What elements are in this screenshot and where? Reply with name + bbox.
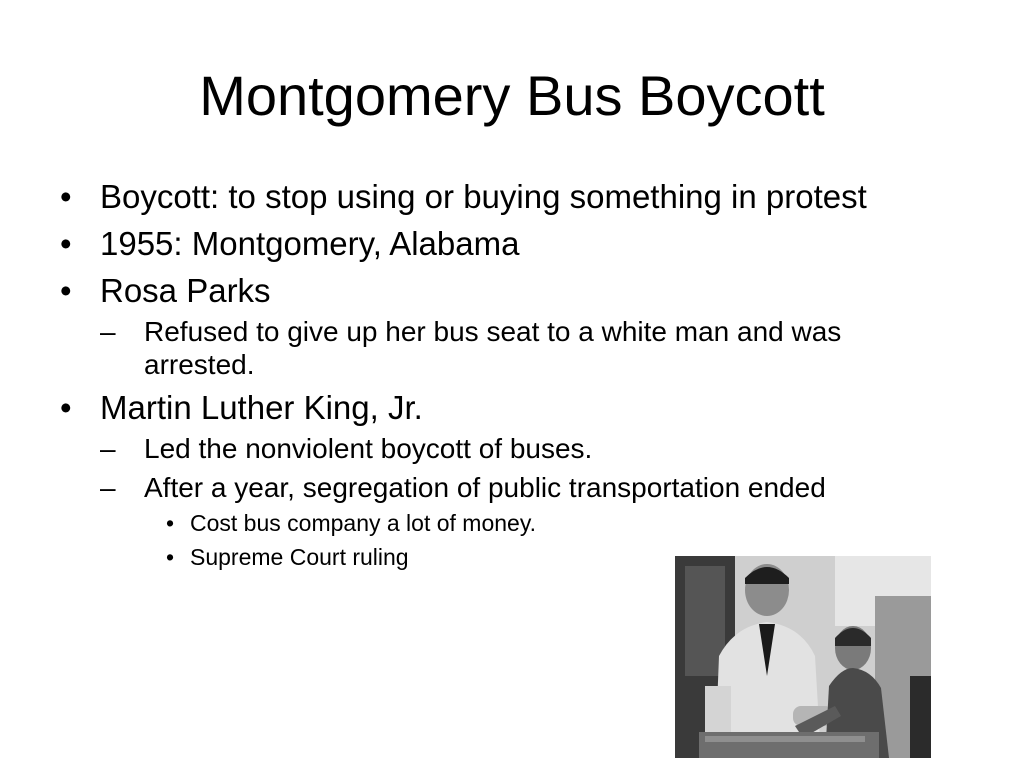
dash-icon: – <box>100 316 116 347</box>
bullet-item <box>56 225 936 262</box>
sub-bullet-text: Led the nonviolent boycott of buses. <box>144 433 593 464</box>
bullet-icon: • <box>166 510 175 536</box>
bullet-icon: • <box>166 544 175 570</box>
sub-bullet-item <box>100 432 936 465</box>
bullet-icon: • <box>60 178 72 215</box>
sub-sub-bullet-item <box>164 510 936 537</box>
bullet-item <box>56 272 936 309</box>
bullet-icon: • <box>60 272 72 309</box>
sub-sub-bullet-text: Supreme Court ruling <box>190 544 409 570</box>
bullet-text: Boycott: to stop using or buying something in protest <box>100 178 867 215</box>
sub-sub-bullet-text: Cost bus company a lot of money. <box>190 510 537 536</box>
bullet-icon: • <box>60 389 72 426</box>
dash-icon: – <box>100 472 116 503</box>
sub-bullet-text: After a year, segregation of public transportation ended <box>144 472 826 503</box>
bullet-item <box>56 178 936 215</box>
photo-illustration <box>675 556 931 758</box>
dash-icon: – <box>100 433 116 464</box>
sub-bullet-item <box>100 315 936 381</box>
bullet-text: Rosa Parks <box>100 272 271 309</box>
sub-bullet-text: Refused to give up her bus seat to a white man and was arrested. <box>144 316 842 380</box>
bullet-list <box>56 178 936 578</box>
slide-title: Montgomery Bus Boycott <box>199 64 825 127</box>
sub-bullet-item <box>100 471 934 504</box>
historical-photo-icon <box>675 556 931 758</box>
bullet-icon: • <box>60 225 72 262</box>
bullet-text: 1955: Montgomery, Alabama <box>100 225 520 262</box>
bullet-text: Martin Luther King, Jr. <box>100 389 423 426</box>
bullet-item <box>56 389 936 426</box>
